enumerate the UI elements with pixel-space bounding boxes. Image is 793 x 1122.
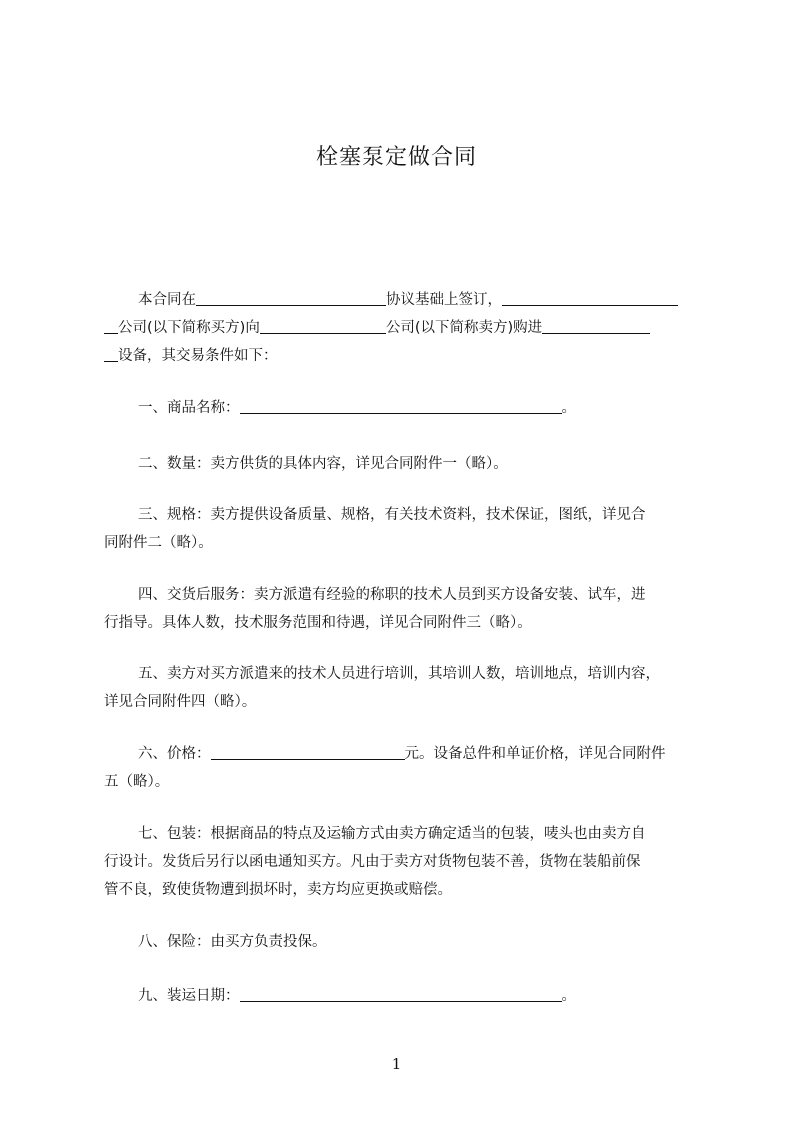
intro-line-2: 公司(以下简称买方)向 公司(以下简称卖方)购进: [104, 314, 704, 342]
clause-6: 六、价格： 元。设备总件和单证价格，详见合同附件 五（略）。: [104, 740, 704, 796]
clause-8: 八、保险：由买方负责投保。: [138, 934, 327, 950]
product-name-blank[interactable]: [240, 397, 562, 414]
intro-paragraph: [104, 286, 704, 370]
equipment-blank-cont[interactable]: [104, 345, 118, 362]
equipment-blank[interactable]: [542, 317, 650, 334]
clause-1: 一、商品名称： 。: [104, 394, 704, 422]
buyer-blank[interactable]: [502, 289, 678, 306]
intro-line-3: 设备，其交易条件如下：: [104, 342, 704, 370]
shipment-date-blank[interactable]: [240, 985, 562, 1002]
price-blank[interactable]: [211, 743, 405, 760]
intro-line-1: 本合同在 协议基础上签订，: [104, 286, 704, 314]
clause-3: 三、规格：卖方提供设备质量、规格，有关技术资料，技术保证，图纸，详见合 同附件二（略）。: [104, 507, 646, 551]
clause-7: 七、包装：根据商品的特点及运输方式由卖方确定适当的包装，唛头也由卖方自 行设计。发货后另行以函电通知买方。凡由于卖方对货物包装不善，货物在装船前保 管不良，致使货物遭到损坏时，卖方均应更换或赔偿。: [104, 826, 646, 898]
clause-9: 九、装运日期： 。: [104, 982, 704, 1010]
agreement-blank[interactable]: [196, 289, 386, 306]
seller-blank[interactable]: [260, 317, 386, 334]
page-number: 1: [391, 1055, 402, 1073]
buyer-blank-cont[interactable]: [104, 317, 118, 334]
clause-2: 二、数量：卖方供货的具体内容，详见合同附件一（略）。: [138, 456, 508, 472]
contract-title: 栓塞泵定做合同: [315, 145, 477, 170]
clause-5: 五、卖方对买方派遣来的技术人员进行培训，其培训人数，培训地点，培训内容， 详见合同附件四（略）。: [104, 666, 660, 710]
clause-4: 四、交货后服务：卖方派遣有经验的称职的技术人员到买方设备安装、试车，进 行指导。具体人数，技术服务范围和待遇，详见合同附件三（略）。: [104, 587, 646, 631]
